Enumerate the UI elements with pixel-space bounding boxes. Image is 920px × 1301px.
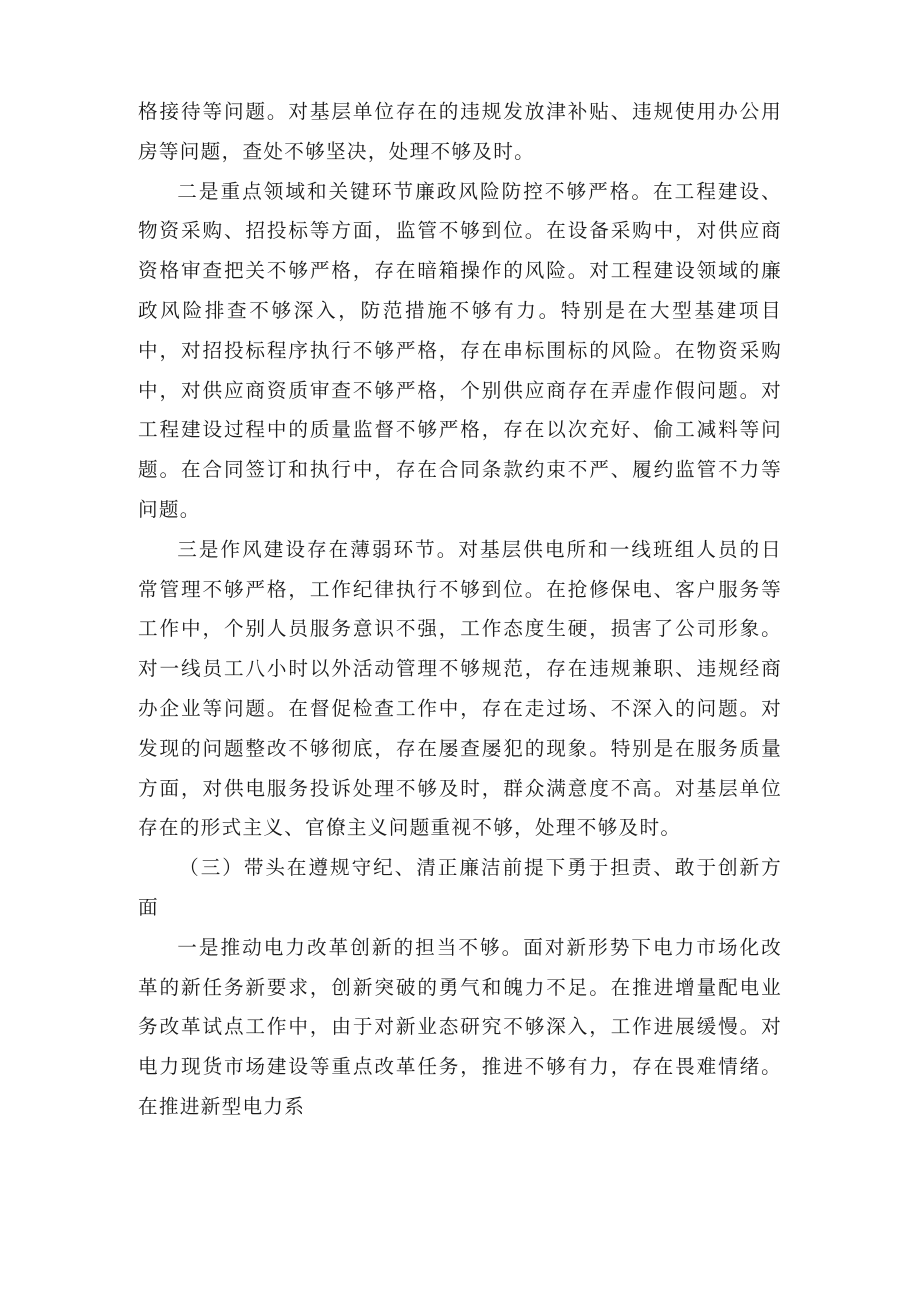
document-body [138, 92, 782, 1127]
paragraph-continuation: 格接待等问题。对基层单位存在的违规发放津补贴、违规使用办公用房等问题，查处不够坚决，处理不够及时。 [138, 100, 782, 163]
paragraph-key-areas-risk: 二是重点领域和关键环节廉政风险防控不够严格。在工程建设、物资采购、招投标等方面，监管不够到位。在设备采购中，对供应商资格审查把关不够严格，存在暗箱操作的风险。对工程建设领域的廉政风险排查不够深入，防范措施不够有力。特别是在大型基建项目中，对招投标程序执行不够严格，存在串标围标的风险。在物资采购中，对供应商资质审查不够严格，个别供应商存在弄虚作假问题。对工程建设过程中的质量监督不够严格，存在以次充好、偷工减料等问题。在合同签订和执行中，存在合同条款约束不严、履约监管不力等问题。 [138, 179, 782, 521]
paragraph-reform-innovation: 一是推动电力改革创新的担当不够。面对新形势下电力市场化改革的新任务新要求，创新突破的勇气和魄力不足。在推进增量配电业务改革试点工作中，由于对新业态研究不够深入，工作进展缓慢。对电力现货市场建设等重点改革任务，推进不够有力，存在畏难情绪。在推进新型电力系 [138, 935, 782, 1118]
paragraph-work-style: 三是作风建设存在薄弱环节。对基层供电所和一线班组人员的日常管理不够严格，工作纪律执行不够到位。在抢修保电、客户服务等工作中，个别人员服务意识不强，工作态度生硬，损害了公司形象。对一线员工八小时以外活动管理不够规范，存在违规兼职、违规经商办企业等问题。在督促检查工作中，存在走过场、不深入的问题。对发现的问题整改不够彻底，存在屡查屡犯的现象。特别是在服务质量方面，对供电服务投诉处理不够及时，群众满意度不高。对基层单位存在的形式主义、官僚主义问题重视不够，处理不够及时。 [138, 537, 782, 840]
section-heading: （三）带头在遵规守纪、清正廉洁前提下勇于担责、敢于创新方面 [138, 856, 782, 919]
